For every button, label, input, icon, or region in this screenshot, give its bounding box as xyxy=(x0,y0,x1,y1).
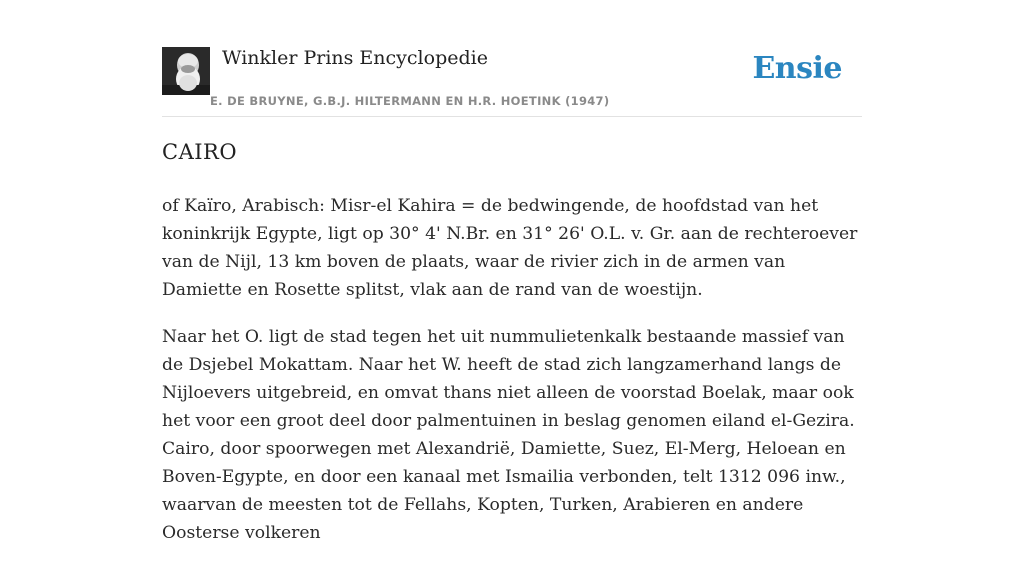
book-title[interactable]: Winkler Prins Encyclopedie xyxy=(222,47,488,69)
author-avatar-icon[interactable] xyxy=(162,47,210,95)
entry-paragraph: Naar het O. ligt de stad tegen het uit nummulietenkalk bestaande massief van de Dsjebel Mokattam. Naar het W. heeft de stad zich langzamerhand langs de Nijloevers uitgebreid, en omvat thans niet alleen de voorstad Boelak, maar ook het voor een groot deel door palmentuinen in beslag genomen eiland el-Gezira. Cairo, door spoorwegen met Alexandrië, Damiette, Suez, El-Merg, Heloean en Boven-Egypte, en door een kanaal met Ismailia verbonden, telt 1312 096 inw., waarvan de meesten tot de Fellahs, Kopten, Turken, Arabieren en andere Oosterse volkeren xyxy=(162,327,855,543)
portrait-icon xyxy=(162,47,210,95)
entry-paragraph: of Kaïro, Arabisch: Misr-el Kahira = de bedwingende, de hoofdstad van het koninkrijk Egypte, ligt op 30° 4' N.Br. en 31° 26' O.L. v. Gr. aan de rechteroever van de Nijl, 13 km boven de plaats, waar de rivier zich in de armen van Damiette en Rosette splitst, vlak aan de rand van de woestijn. xyxy=(162,196,858,300)
entry-title: CAIRO xyxy=(162,140,238,164)
brand-logo[interactable]: Ensie xyxy=(752,51,842,86)
site-header xyxy=(162,44,862,117)
book-authors: E. DE BRUYNE, G.B.J. HILTERMANN EN H.R. HOETINK (1947) xyxy=(210,94,610,108)
entry-content xyxy=(162,192,864,566)
